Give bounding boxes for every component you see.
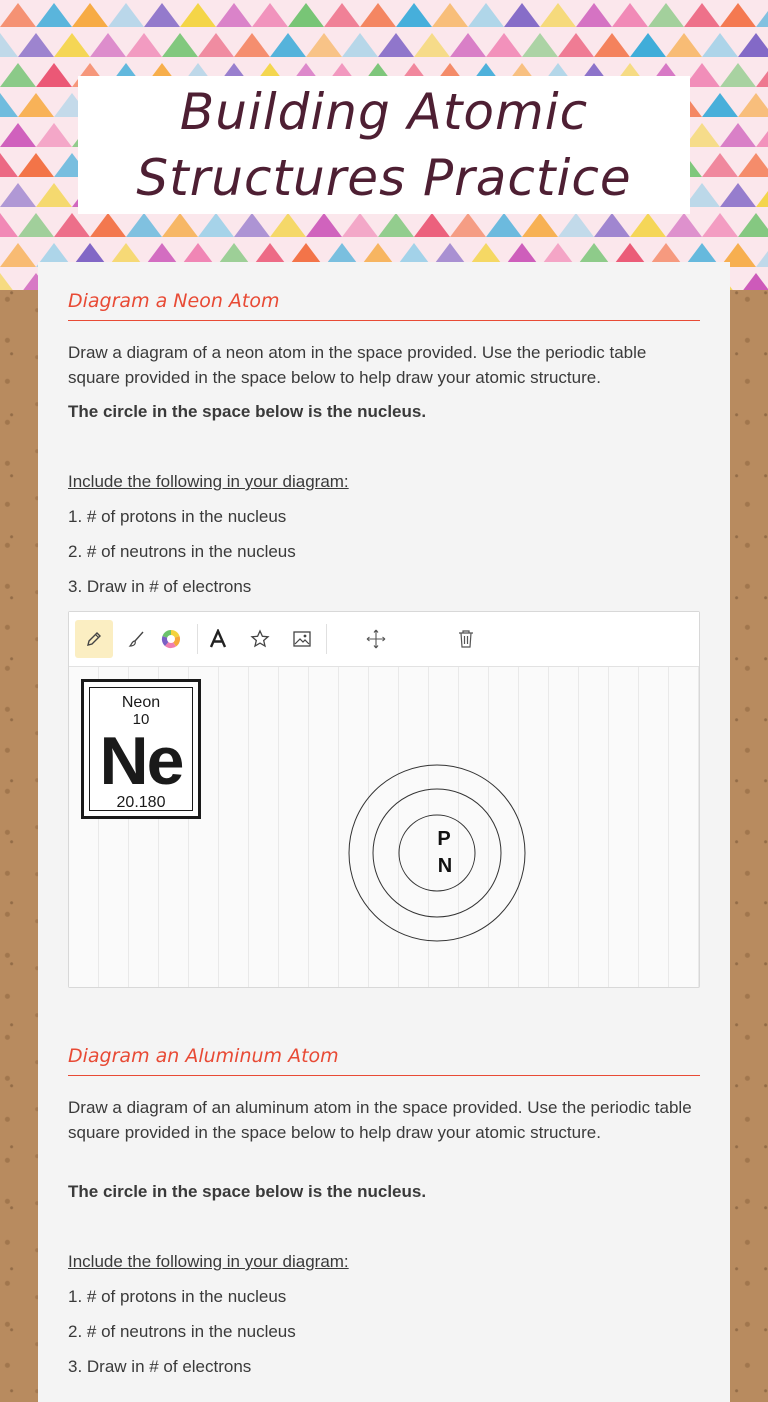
- banner-triangle: [450, 213, 486, 237]
- banner-triangle: [522, 213, 558, 237]
- banner-triangle: [180, 3, 216, 27]
- banner-triangle: [54, 213, 90, 237]
- nucleus-circle: [399, 815, 475, 891]
- periodic-table-square: [81, 679, 201, 819]
- include-heading-aluminum: Include the following in your diagram:: [68, 1252, 349, 1271]
- drawing-toolbar: [69, 612, 699, 667]
- banner-triangle: [378, 213, 414, 237]
- banner-triangle: [720, 183, 756, 207]
- banner-triangle: [738, 33, 768, 57]
- banner-triangle: [162, 213, 198, 237]
- banner-triangle: [144, 3, 180, 27]
- banner-triangle: [72, 3, 108, 27]
- banner-triangle: [0, 3, 36, 27]
- banner-triangle: [18, 153, 54, 177]
- banner-triangle: [738, 153, 768, 177]
- pencil-icon: [85, 630, 103, 648]
- banner-triangle: [396, 3, 432, 27]
- banner-triangle: [738, 213, 768, 237]
- banner-triangle: [666, 213, 702, 237]
- banner-triangle: [36, 3, 72, 27]
- delete-tool-button[interactable]: [447, 620, 485, 658]
- banner-triangle: [432, 3, 468, 27]
- text-tool-button[interactable]: [199, 620, 237, 658]
- banner-triangle: [720, 123, 756, 147]
- star-tool-button[interactable]: [241, 620, 279, 658]
- banner-triangle: [0, 123, 36, 147]
- banner-triangle: [36, 63, 72, 87]
- list-item: 1. # of protons in the nucleus: [68, 1287, 287, 1306]
- banner-triangle: [504, 3, 540, 27]
- banner-triangle: [306, 33, 342, 57]
- banner-triangle: [0, 183, 36, 207]
- banner-triangle: [612, 3, 648, 27]
- banner-triangle: [684, 3, 720, 27]
- toolbar-divider: [326, 624, 327, 654]
- banner-triangle: [0, 153, 18, 177]
- banner-triangle: [720, 63, 756, 87]
- banner-triangle: [198, 33, 234, 57]
- banner-triangle: [18, 33, 54, 57]
- drawing-area[interactable]: [69, 667, 699, 987]
- banner-triangle: [576, 3, 612, 27]
- banner-triangle: [0, 213, 18, 237]
- banner-triangle: [378, 33, 414, 57]
- banner-triangle: [558, 213, 594, 237]
- banner-triangle: [234, 33, 270, 57]
- periodic-table-inner-border: [89, 687, 193, 811]
- banner-triangle: [702, 93, 738, 117]
- banner-triangle: [738, 273, 768, 290]
- list-item: 1. # of protons in the nucleus: [68, 507, 287, 526]
- banner-triangle: [594, 213, 630, 237]
- move-tool-button[interactable]: [357, 620, 395, 658]
- banner-triangle: [666, 33, 702, 57]
- banner-triangle: [630, 33, 666, 57]
- trash-icon: [457, 629, 475, 649]
- banner-triangle: [36, 123, 72, 147]
- banner-triangle: [702, 213, 738, 237]
- banner-triangle: [324, 3, 360, 27]
- list-item: 2. # of neutrons in the nucleus: [68, 542, 296, 561]
- banner-triangle: [342, 33, 378, 57]
- banner-triangle: [288, 3, 324, 27]
- section-title-aluminum: Diagram an Aluminum Atom: [68, 1045, 700, 1076]
- banner-triangle: [738, 93, 768, 117]
- atomic-number: 10: [132, 711, 150, 728]
- text-icon: [208, 629, 228, 649]
- banner-triangle: [18, 213, 54, 237]
- banner-triangle: [558, 33, 594, 57]
- color-wheel-icon: [161, 629, 181, 649]
- brush-icon: [128, 630, 146, 648]
- atom-diagram: [347, 763, 527, 943]
- banner-triangle: [756, 123, 768, 147]
- proton-label: P: [437, 828, 451, 850]
- banner-triangle: [0, 63, 36, 87]
- banner-triangle: [162, 33, 198, 57]
- banner-triangle: [270, 213, 306, 237]
- header-banner: [0, 0, 768, 290]
- instructions-neon: Draw a diagram of a neon atom in the space provided. Use the periodic table square provided in the space below to help draw your atomic structure.: [68, 343, 647, 387]
- element-name: Neon: [121, 694, 161, 711]
- banner-triangle: [450, 33, 486, 57]
- banner-triangle: [648, 3, 684, 27]
- section-title-neon: Diagram a Neon Atom: [68, 290, 700, 321]
- banner-triangle: [756, 243, 768, 267]
- list-item: 2. # of neutrons in the nucleus: [68, 1322, 296, 1341]
- banner-triangle: [270, 33, 306, 57]
- inner-electron-shell: [373, 789, 501, 917]
- banner-triangle: [540, 3, 576, 27]
- banner-triangle: [108, 3, 144, 27]
- drawing-canvas: [68, 611, 700, 988]
- banner-triangle: [36, 183, 72, 207]
- banner-triangle: [756, 63, 768, 87]
- image-icon: [292, 630, 312, 648]
- nucleus-note-aluminum: The circle in the space below is the nucleus.: [68, 1182, 427, 1201]
- title-box: [78, 76, 690, 214]
- star-icon: [250, 629, 270, 649]
- banner-triangle: [0, 93, 18, 117]
- atomic-mass: 20.180: [116, 794, 166, 811]
- brush-tool-button[interactable]: [118, 620, 156, 658]
- banner-triangle: [216, 3, 252, 27]
- banner-triangle: [252, 3, 288, 27]
- banner-triangle: [486, 33, 522, 57]
- banner-triangle: [54, 33, 90, 57]
- page-title-line-1: Building Atomic: [179, 83, 589, 141]
- banner-triangle: [522, 33, 558, 57]
- list-item: 3. Draw in # of electrons: [68, 577, 252, 596]
- banner-triangle: [0, 273, 18, 290]
- banner-triangle: [702, 33, 738, 57]
- banner-triangle: [90, 213, 126, 237]
- instructions-aluminum: Draw a diagram of an aluminum atom in the space provided. Use the periodic table square provided in the space below to help draw your atomic structure.: [68, 1098, 692, 1142]
- banner-triangle: [702, 153, 738, 177]
- banner-triangle: [360, 3, 396, 27]
- banner-triangle: [594, 33, 630, 57]
- banner-triangle: [414, 213, 450, 237]
- banner-triangle: [234, 213, 270, 237]
- banner-triangle: [0, 33, 18, 57]
- banner-triangle: [18, 93, 54, 117]
- banner-triangle: [306, 213, 342, 237]
- banner-triangle: [630, 213, 666, 237]
- banner-triangle: [756, 183, 768, 207]
- neutron-label: N: [437, 855, 453, 877]
- banner-triangle: [468, 3, 504, 27]
- move-icon: [366, 629, 386, 649]
- banner-triangle: [342, 213, 378, 237]
- banner-triangle: [414, 33, 450, 57]
- element-symbol: Ne: [99, 723, 183, 799]
- banner-triangle: [126, 213, 162, 237]
- color-picker-button[interactable]: [152, 620, 190, 658]
- outer-electron-shell: [349, 765, 525, 941]
- image-tool-button[interactable]: [283, 620, 321, 658]
- banner-triangle: [720, 3, 756, 27]
- page-title-line-2: Structures Practice: [136, 149, 632, 207]
- nucleus-note-neon: The circle in the space below is the nucleus.: [68, 402, 427, 421]
- toolbar-divider: [197, 624, 198, 654]
- worksheet-paper: [38, 262, 730, 1402]
- banner-triangle: [486, 213, 522, 237]
- include-heading-neon: Include the following in your diagram:: [68, 472, 349, 491]
- banner-triangle: [198, 213, 234, 237]
- list-item: 3. Draw in # of electrons: [68, 1357, 252, 1376]
- banner-triangle: [90, 33, 126, 57]
- banner-triangle: [126, 33, 162, 57]
- pencil-tool-button[interactable]: [75, 620, 113, 658]
- banner-triangle: [0, 243, 36, 267]
- banner-triangle: [756, 3, 768, 27]
